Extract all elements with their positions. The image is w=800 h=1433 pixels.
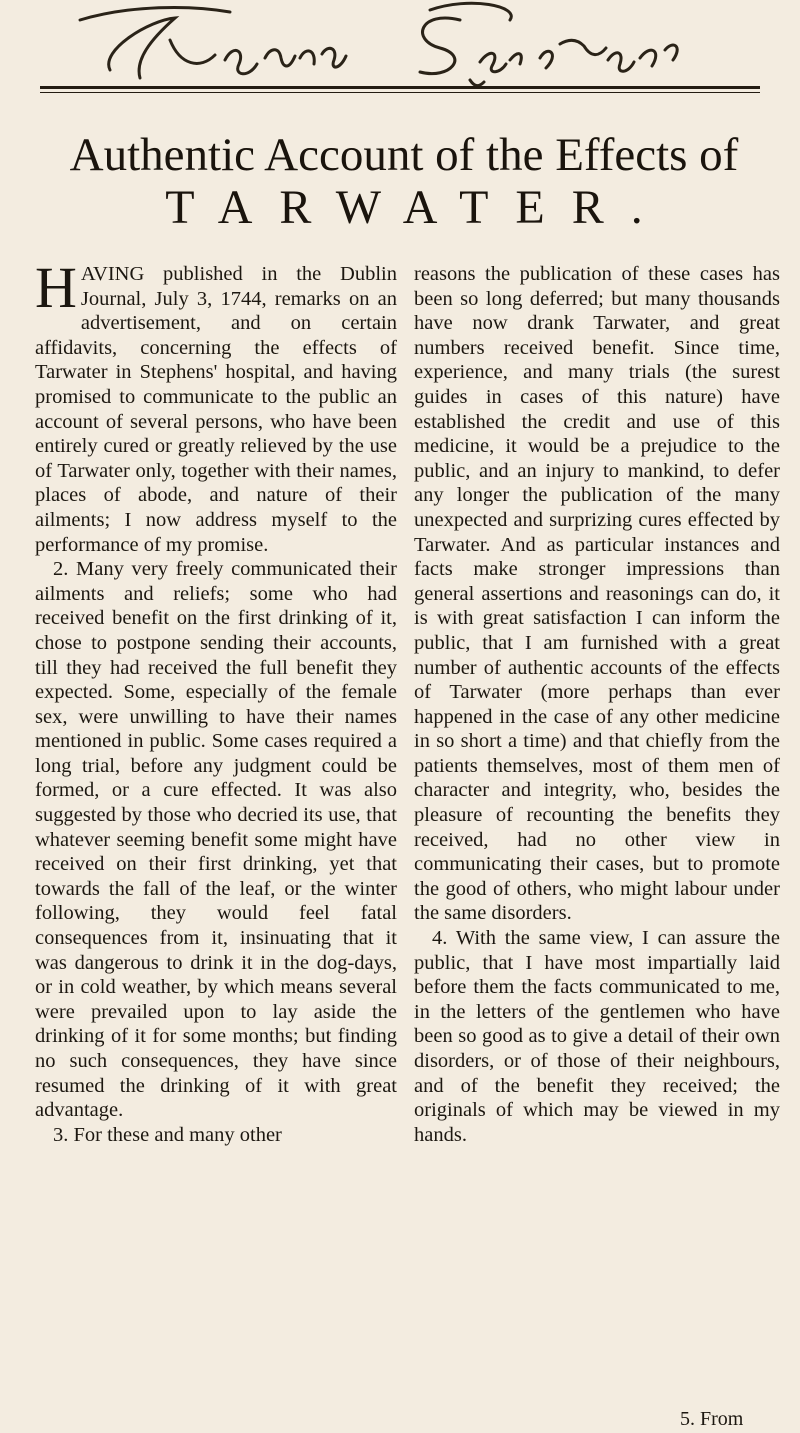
header-rule xyxy=(40,86,760,89)
catchword: 5. From xyxy=(680,1408,744,1430)
handwritten-signature xyxy=(40,0,760,90)
left-column xyxy=(35,255,397,1147)
right-column xyxy=(414,262,780,1147)
drop-cap: H xyxy=(35,255,77,320)
header-rule-thin xyxy=(40,92,760,93)
paragraph-2: 2. Many very freely communicated their ailments and reliefs; some who had received benefit on the first drinking of it, chose to postpone sending their accounts, till they had received the full benefit they expected. Some, especially of the female sex, were unwilling to have their names mentioned in public. Some cases required a long trial, before any judgment could be formed, or a cure effected. It was also suggested by those who decried its use, that whatever seeming benefit some might have received on their first drinking, yet that towards the fall of the leaf, or the winter following, they would feel fatal consequences from it, insinuating that it was dangerous to drink it in the dog-days, or in cold weather, by which means several were prevailed upon to lay aside the drinking of it for some months; but finding no such consequences, they have since resumed the drinking of it with great advantage. xyxy=(35,558,397,1122)
paragraph-3-continued: reasons the publication of these cases has been so long deferred; but many thousands have now drank Tarwater, and great numbers received benefit. Since time, experience, and many trials (the surest guides in cases of this nature) have established the credit and use of this medicine, it would be a prejudice to the public, and an injury to mankind, to defer any longer the publication of the many unexpected and surprizing cures effected by Tarwater. And as particular instances and facts make stronger impressions than general assertions and reasonings can do, it is with great satisfaction I can inform the public, that I am furnished with a great number of authentic accounts of the effects of Tarwater (more perhaps than ever happened in the case of any other medicine in so short a time) and that chiefly from the patients themselves, most of them men of character and integrity, who, besides the pleasure of recounting the benefits they received, had no other view in communicating their cases, but to promote the good of others, who might labour under the same disorders. xyxy=(414,263,780,925)
paragraph-4: 4. With the same view, I can assure the public, that I have most impartially laid before them the facts communicated to me, in the letters of the gentlemen who have been so good as to give a detail of their own disorders, or of those of their neighbours, and of the benefit they received; the originals of which may be viewed in my hands. xyxy=(414,927,780,1146)
page-title: TARWATER. xyxy=(165,181,670,234)
paragraph-3-start: 3. For these and many other xyxy=(53,1123,282,1146)
headline: Authentic Account of the Effects of xyxy=(69,129,739,181)
paragraph-1: HAVING published in the Dublin Journal, July 3, 1744, remarks on an advertisement, and on certain affidavits, concerning the effects of Tarwater in Stephens' hospital, and having promised to communicate to the public an account of several persons, who have been entirely cured or greatly relieved by the use of Tarwater only, together with their names, places of abode, and nature of their ailments; I now address myself to the performance of my promise. xyxy=(35,255,397,556)
